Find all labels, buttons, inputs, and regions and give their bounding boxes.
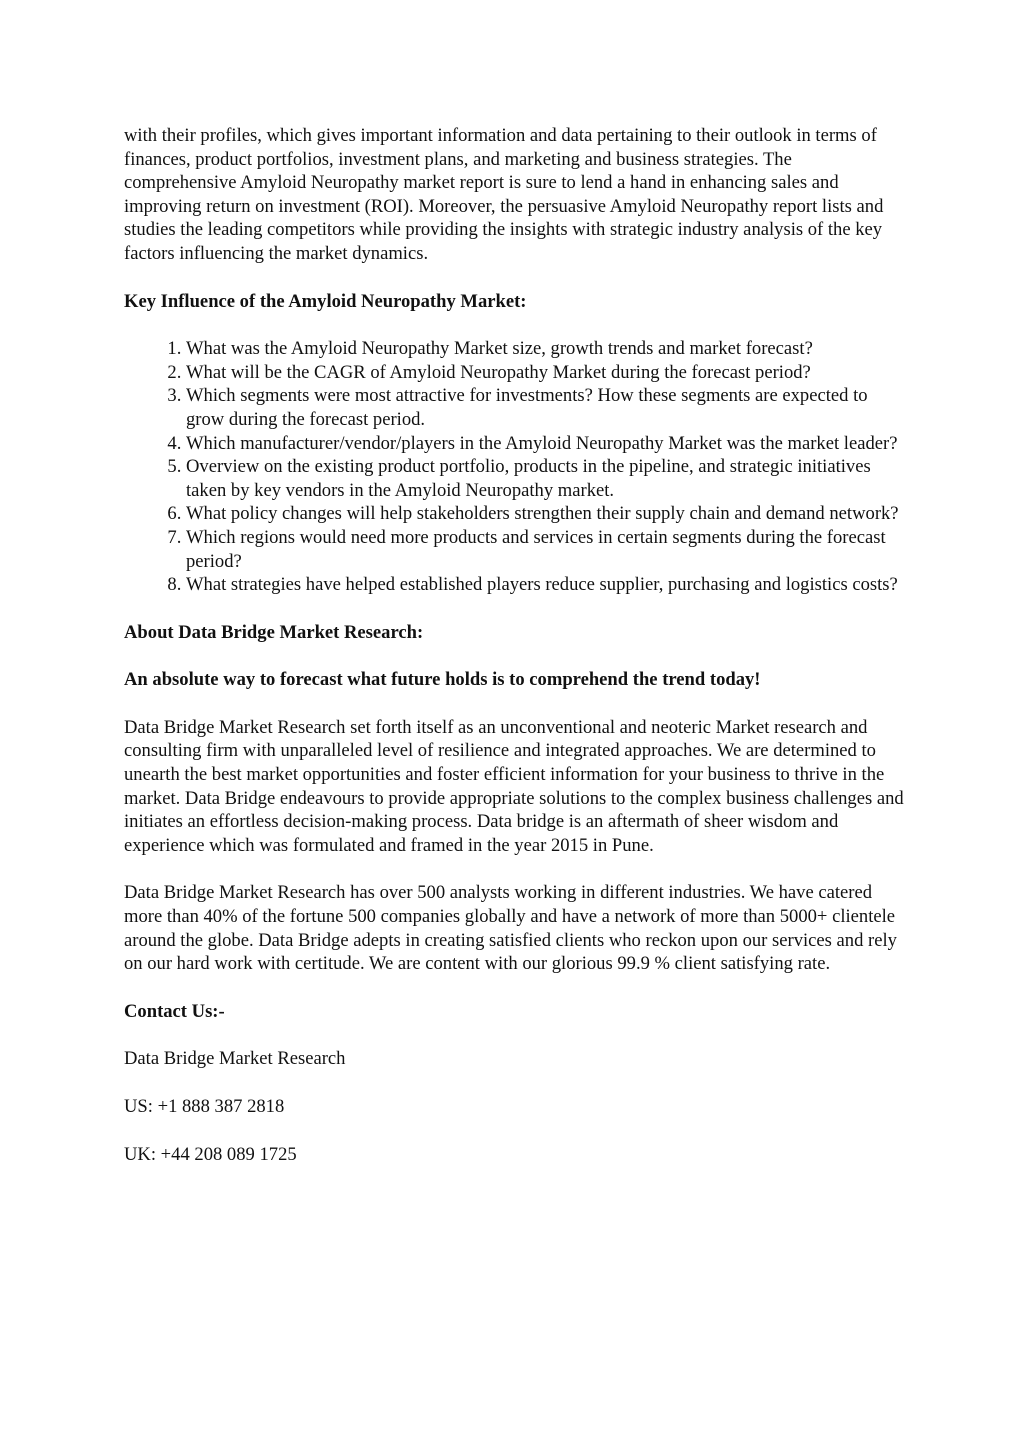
list-item: 4. Which manufacturer/vendor/players in the Amyloid Neuropathy Market was the market leader?: [186, 432, 904, 456]
about-paragraph-1: Data Bridge Market Research set forth itself as an unconventional and neoteric Market research and consulting firm with unparalleled level of resilience and integrated approaches. We are determined to unearth the best market opportunities and foster efficient information for your business to thrive in the market. Data Bridge endeavours to provide appropriate solutions to the complex business challenges and initiates an effortless decision-making process. Data bridge is an aftermath of sheer wisdom and experience which was formulated and framed in the year 2015 in Pune.: [124, 716, 904, 856]
list-item: 6. What policy changes will help stakeholders strengthen their supply chain and demand network?: [186, 502, 904, 526]
contact-us-phone: US: +1 888 387 2818: [124, 1096, 285, 1117]
intro-paragraph: with their profiles, which gives important information and data pertaining to their outlook in terms of finances, product portfolios, investment plans, and marketing and business strategies. The comprehensive Amyloid Neuropathy market report is sure to lend a hand in enhancing sales and improving return on investment (ROI). Moreover, the persuasive Amyloid Neuropathy report lists and studies the leading competitors while providing the insights with strategic industry analysis of the key factors influencing the market dynamics.: [124, 125, 884, 264]
contact-heading: Contact Us:-: [124, 1000, 225, 1022]
about-heading: About Data Bridge Market Research:: [124, 621, 424, 643]
list-item: 2. What will be the CAGR of Amyloid Neuropathy Market during the forecast period?: [186, 361, 904, 385]
list-item: 3. Which segments were most attractive for investments? How these segments are expected to grow during the forecast period.: [186, 384, 904, 431]
contact-uk-phone: UK: +44 208 089 1725: [124, 1143, 297, 1165]
contact-company: Data Bridge Market Research: [124, 1048, 346, 1070]
list-item: 1. What was the Amyloid Neuropathy Market size, growth trends and market forecast?: [186, 337, 904, 361]
list-item: 8. What strategies have helped established players reduce supplier, purchasing and logistics costs?: [186, 573, 904, 597]
about-paragraph-2: Data Bridge Market Research has over 500 analysts working in different industries. We have catered more than 40% of the fortune 500 companies globally and have a network of more than 5000+ clientele around the globe. Data Bridge adepts in creating satisfied clients who reckon upon our services and rely on our hard work with certitude. We are content with our glorious 99.9 % client satisfying rate.: [124, 882, 897, 975]
document-page: [124, 124, 904, 1190]
key-influence-heading: Key Influence of the Amyloid Neuropathy Market:: [124, 290, 527, 312]
about-tagline: An absolute way to forecast what future holds is to comprehend the trend today!: [124, 669, 761, 691]
list-item: 5. Overview on the existing product portfolio, products in the pipeline, and strategic initiatives taken by key vendors in the Amyloid Neuropathy market.: [186, 455, 904, 502]
list-item: 7. Which regions would need more products and services in certain segments during the forecast period?: [186, 526, 904, 573]
key-influence-list: [124, 337, 904, 597]
